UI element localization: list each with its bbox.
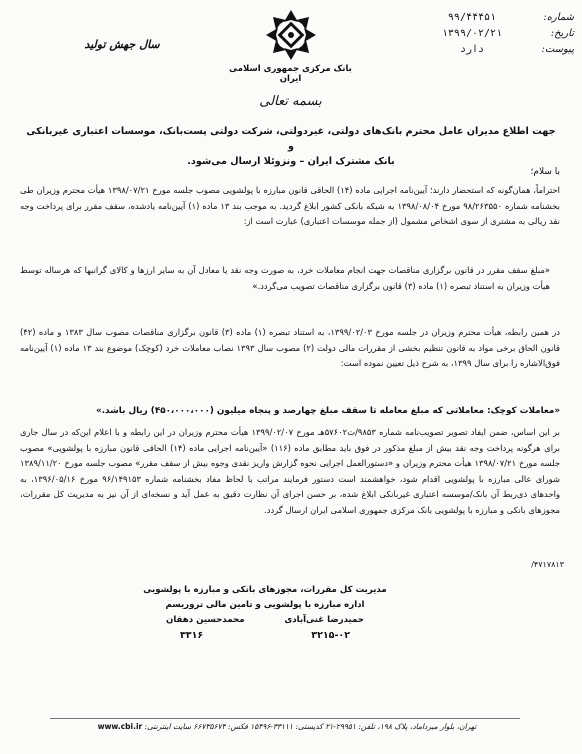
number-label: شماره: <box>543 12 574 23</box>
addressee <box>22 124 560 169</box>
attachment-row <box>414 42 574 58</box>
year-slogan: سال جهش تولید <box>84 38 160 51</box>
bank-name: بانک مرکزی جمهوری اسلامی ایران <box>229 64 352 84</box>
closing-reference: ۴۷۱۷۸۱۳/ <box>531 560 564 569</box>
footer-website-link[interactable]: www.cbi.ir <box>97 722 143 731</box>
signature-block <box>140 583 390 643</box>
header-signature: بسمه تعالی <box>259 94 322 109</box>
letter-metadata <box>414 10 574 58</box>
salutation: با سلام؛ <box>530 167 560 177</box>
quote-paragraph: «مبلغ سقف مقرر در قانون برگزاری مناقصات جهت انجام معاملات خرد، به صورت وجه نقد یا معادل آن به سایر ارزها و کالای گرانبها که هرساله توسط هیأت وزیران به استناد تبصره (۱) ماده (۳) قانون برگزاری مناقصات تصویب می‌گردد.» <box>20 265 550 291</box>
attachment-label: پیوست: <box>541 44 574 55</box>
signatory-right: حمیدرضا غنی‌آبادی <box>284 615 364 625</box>
paragraph-2: در همین رابطه، هیأت محترم وزیران در جلسه مورخ ۱۳۹۹/۰۲/۰۳، به استناد تبصره (۱) ماده (۳) قانون برگزاری مناقصات مصوب سال ۱۳۸۳ و ماده (۴۲) قانون الحاق برخی مواد به قانون تنظیم بخشی از مقررات مالی دولت (۲) مصوب سال ۱۳۹۳ نصاب معاملات خرد (کوچک) موضوع بند ۱۳ ماده (۱) آیین‌نامه فوق‌الاشاره را برای سال ۱۳۹۹، به شرح ذیل تعیین نموده است: <box>20 327 561 369</box>
footer-address: تهران، بلوار میرداماد، پلاک ۱۹۸، تلفن: ۲۹۹۵۱-۲۱ کدپستی: ۳۳۱۱۱-۱۵۴۹۶ فکس: ۶۶۷۳۵۶۷۴ سایت اینترنتی: <box>144 722 477 731</box>
attachment-value: دارد <box>459 44 485 55</box>
signatory-numbers <box>140 628 390 643</box>
bank-logo <box>228 8 353 118</box>
date-value: ۱۳۹۹/۰۲/۲۱ <box>441 28 503 39</box>
date-label: تاریخ: <box>550 28 574 39</box>
addressee-line-2: بانک مشترک ایران – ونزوئلا ارسال می‌شود. <box>187 156 395 167</box>
footer-divider <box>50 718 520 719</box>
bank-emblem-icon <box>264 8 318 62</box>
number-value: ۹۹/۴۴۴۵۱ <box>447 12 497 23</box>
number-row <box>414 10 574 26</box>
footer <box>54 722 520 731</box>
addressee-line-1: جهت اطلاع مدیران عامل محترم بانک‌های دولتی، غیردولتی، شرکت دولتی پست‌بانک، موسسات اعتباری غیربانکی و <box>26 126 556 152</box>
signatory-left: محمدحسین دهقان <box>166 615 245 625</box>
signatory-number-left: ۳۳۱۶ <box>180 630 204 641</box>
date-row <box>414 26 574 42</box>
department-1: مدیریت کل مقررات، مجوزهای بانکی و مبارزه با پولشویی <box>143 585 387 595</box>
paragraph-3: «معاملات کوچک: معاملاتی که مبلغ معامله تا سقف مبلغ چهارصد و پنجاه میلیون (۴۵۰،۰۰۰،۰۰۰) ریال باشد.» <box>96 406 560 416</box>
paragraph-4: بر این اساس، ضمن ایفاد تصویر تصویب‌نامه شماره ۹۸۵۳/ت۵۷۶۰۲هـ مورخ ۱۳۹۹/۰۲/۰۷ هیأت محترم وزیران در این رابطه و با اعلام این‌که در سال جاری برای هرگونه پرداخت وجه نقد بیش از مبلغ مذکور در فوق باید مطابق ماده (۱۱۶) «آیین‌نامه اجرایی ماده (۱۴) الحاقی قانون مبارزه با پولشویی» مصوب جلسه مورخ ۱۳۹۸/۰۷/۲۱ هیأت محترم وزیران و «دستورالعمل اجرایی نحوه گزارش واریز نقدی وجوه بیش از سقف مقرر» مصوب جلسه مورخ ۱۳۸۹/۱۱/۲۰ شورای عالی مبارزه با پولشویی اقدام شود، خواهشمند است دستور فرمایند مراتب با لحاظ مفاد بخشنامه شماره ۹۶/۱۴۹۱۵۳ مورخ ۱۳۹۶/۰۵/۱۶، به واحدهای ذی‌ربط آن بانک/موسسه اعتباری غیربانکی ابلاغ شده، بر حسن اجرای آن نظارت دقیق به عمل آید و نسخه‌ای از آن نیز به مدیریت کل مقررات، مجوزهای بانکی و مبارزه با پولشویی بانک مرکزی جمهوری اسلامی ایران ارسال گردد. <box>20 427 561 515</box>
signatory-names <box>140 613 390 628</box>
signatory-number-right: ۳۲۱۵-۰۲ <box>311 630 350 641</box>
paragraph-1: احتراماً، همان‌گونه که استحضار دارند؛ آیین‌نامه اجرایی ماده (۱۴) الحاقی قانون مبارزه با پولشویی مصوب جلسه مورخ ۱۳۹۸/۰۷/۲۱ هیأت محترم وزیران طی بخشنامه شماره ۹۸/۲۶۳۵۵۰ مورخ ۱۳۹۸/۰۸/۰۴ به شبکه بانکی کشور ابلاغ گردید. به موجب بند ۱۳ ماده (۱) آیین‌نامه یادشده، سقف مقرر برای پرداخت وجه نقد ریالی به مشتری از سوی اشخاص مشمول (از جمله موسسات اعتباری) عبارت است از: <box>20 185 560 227</box>
department-2: اداره مبارزه با پولشویی و تامین مالی تروریسم <box>165 600 365 610</box>
